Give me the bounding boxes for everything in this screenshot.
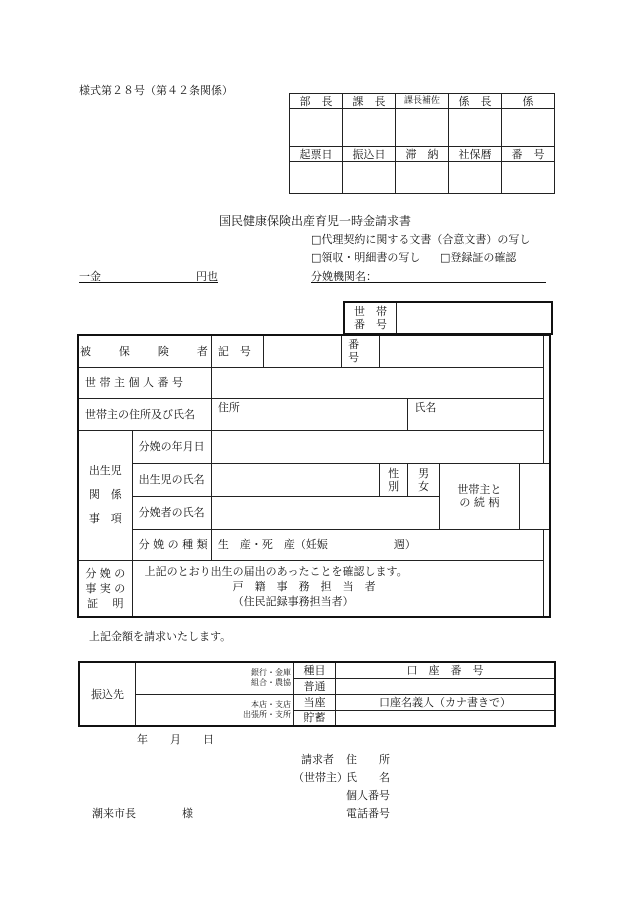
check-receipt[interactable]: □領収・明細書の写し	[311, 251, 421, 264]
insured-label: 被 保 険 者	[78, 335, 211, 367]
amount-field[interactable]	[79, 268, 218, 283]
main-table	[77, 334, 551, 618]
mother-name-input[interactable]	[211, 496, 439, 529]
check-registration[interactable]: □登録証の確認	[440, 251, 517, 264]
delivery-institution-field[interactable]	[311, 268, 546, 283]
approval-stamp[interactable]	[449, 109, 502, 147]
mother-name-label: 分娩者の氏名	[132, 496, 211, 529]
registry-officer: 戸 籍 事 務 担 当 者	[232, 579, 376, 593]
approval-head-0: 部 長	[290, 94, 343, 109]
number-input[interactable]	[379, 335, 543, 367]
approval-head-4: 係	[502, 94, 555, 109]
form-number: 様式第２８号（第４２条関係）	[79, 84, 233, 97]
approval-stamp[interactable]	[290, 109, 343, 147]
bank-table	[78, 661, 556, 727]
baby-name-label: 出生児の氏名	[132, 463, 211, 496]
approval-head-5: 起票日	[290, 147, 343, 162]
date-line[interactable]: 年 月 日	[137, 733, 214, 746]
applicant-address-label: 住 所	[346, 753, 390, 766]
address-label: 住所	[217, 400, 240, 414]
head-id-label: 世 帯 主 個 人 番 号	[78, 367, 211, 398]
type-current[interactable]: 当座	[294, 694, 336, 710]
account-holder-label: 口座名義人（カナ書きで）	[336, 694, 556, 710]
symbol-label: 記 号	[211, 335, 263, 367]
proof-label: 分 娩 の 事 実 の 証 明	[78, 560, 132, 617]
approval-head-2: 課長補佐	[396, 94, 449, 109]
household-number-input[interactable]	[397, 302, 553, 334]
approval-head-8: 社保暦	[449, 147, 502, 162]
applicant-head-label: （世帯主）	[293, 771, 348, 784]
type-savings[interactable]: 貯蓄	[294, 710, 336, 726]
relation-label: 世帯主と の 続 柄	[439, 463, 519, 529]
type-ordinary[interactable]: 普通	[294, 678, 336, 694]
approval-stamp[interactable]	[502, 162, 555, 194]
amount-suffix: 円也	[196, 270, 218, 283]
approval-head-9: 番 号	[502, 147, 555, 162]
birth-date-input[interactable]	[211, 430, 543, 463]
delivery-institution-label: 分娩機関名：	[311, 270, 377, 283]
applicant-label: 請求者	[301, 753, 334, 766]
approval-box	[289, 93, 555, 194]
check-agreement[interactable]: □代理契約に関する文書（合意文書）の写し	[311, 233, 531, 246]
approval-stamp[interactable]	[343, 109, 396, 147]
branch-types: 本店・支店 出張所・支所	[243, 699, 291, 719]
account-number-input[interactable]	[336, 678, 556, 694]
household-number-box	[343, 301, 553, 335]
approval-stamp[interactable]	[396, 162, 449, 194]
delivery-type-label: 分 娩 の 種 類	[132, 529, 211, 560]
approval-stamp[interactable]	[290, 162, 343, 194]
sex-label: 性 別	[379, 463, 408, 496]
account-type-label: 種目	[294, 662, 336, 678]
address-input[interactable]	[211, 398, 408, 430]
applicant-personal-number-label: 個人番号	[346, 789, 390, 802]
applicant-name-label: 氏 名	[346, 771, 390, 784]
number-label: 番 号	[342, 335, 380, 367]
head-id-input[interactable]	[211, 367, 543, 398]
sex-options[interactable]: 男 女	[408, 463, 439, 496]
baby-name-input[interactable]	[211, 463, 379, 496]
approval-stamp[interactable]	[449, 162, 502, 194]
approval-head-7: 滞 納	[396, 147, 449, 162]
symbol-input[interactable]	[264, 335, 342, 367]
resident-officer: （住民記録事務担当者）	[232, 594, 354, 608]
applicant-phone-label: 電話番号	[346, 807, 390, 820]
head-address-name-label: 世帯主の住所及び氏名	[78, 398, 211, 430]
approval-head-6: 振込日	[343, 147, 396, 162]
approval-stamp[interactable]	[396, 109, 449, 147]
approval-stamp[interactable]	[502, 109, 555, 147]
request-text: 上記金額を請求いたします。	[89, 630, 232, 643]
bank-name-input[interactable]	[136, 662, 294, 694]
approval-head-3: 係 長	[449, 94, 502, 109]
proof-text: 上記のとおり出生の届出のあったことを確認します。	[144, 564, 408, 578]
form-title: 国民健康保険出産育児一時金請求書	[219, 214, 412, 228]
household-number-label: 世 帯 番 号	[344, 302, 397, 334]
relation-input[interactable]	[519, 463, 543, 529]
approval-head-1: 課 長	[343, 94, 396, 109]
mayor-title: 潮来市長	[92, 807, 136, 820]
proof-cell	[132, 560, 543, 617]
branch-name-input[interactable]	[136, 694, 294, 726]
birth-date-label: 分娩の年月日	[132, 430, 211, 463]
bank-types: 銀行・金庫 組合・農協	[251, 668, 291, 688]
name-label: 氏名	[414, 400, 437, 414]
account-holder-input[interactable]	[336, 710, 556, 726]
transfer-to-label: 振込先	[79, 662, 136, 726]
amount-prefix: 一金	[79, 270, 101, 283]
mayor-sama: 様	[182, 807, 193, 820]
account-number-label: 口 座 番 号	[336, 662, 556, 678]
newborn-section-label: 出生児 関 係 事 項	[78, 430, 132, 560]
relation-input-extra[interactable]	[543, 463, 550, 529]
approval-stamp[interactable]	[343, 162, 396, 194]
delivery-type-value[interactable]: 生 産・死 産（妊娠 週）	[211, 529, 543, 560]
name-input[interactable]	[408, 398, 543, 430]
